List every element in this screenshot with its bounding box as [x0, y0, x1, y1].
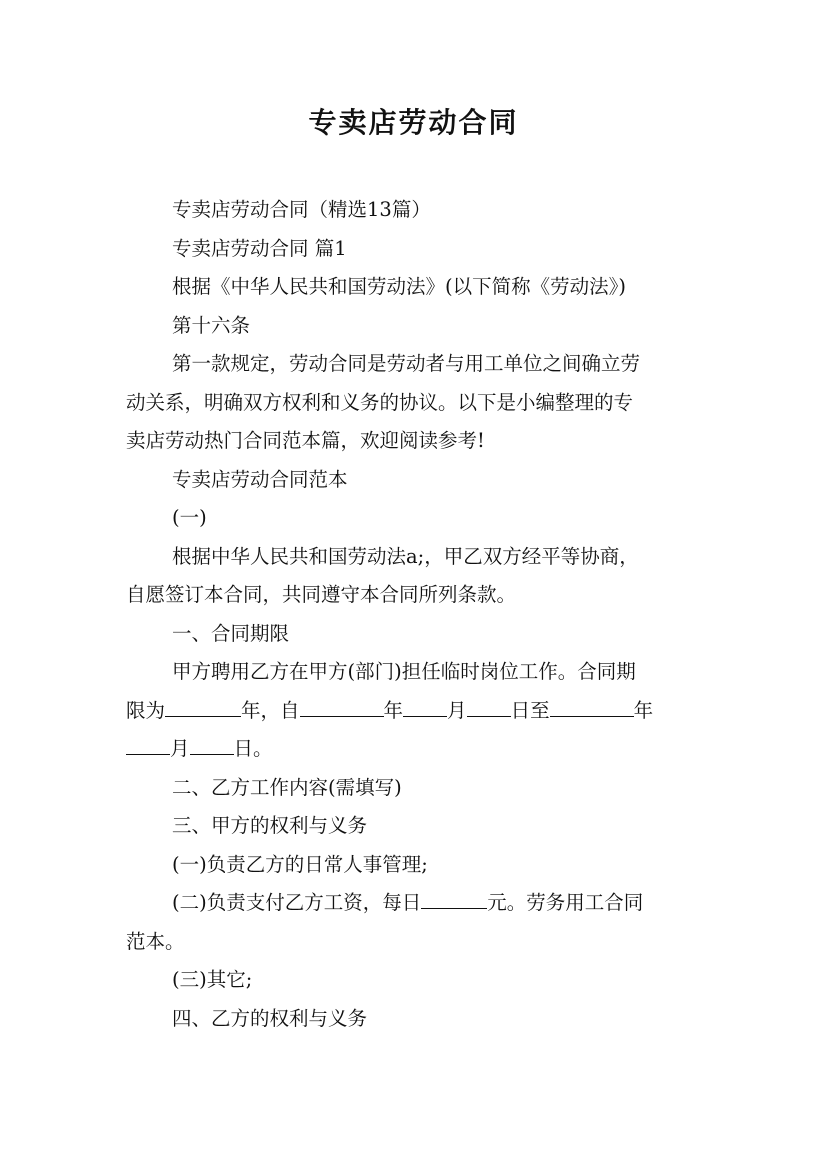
- fill-blank: [403, 694, 447, 717]
- paragraph-line: 第一款规定，劳动合同是劳动者与用工单位之间确立劳: [172, 352, 641, 375]
- text-run: 年，自: [241, 698, 300, 722]
- paragraph-line-with-blanks: [126, 692, 716, 731]
- paragraph-line: (一)负责乙方的日常人事管理;: [172, 852, 428, 876]
- document-title: 专卖店劳动合同: [308, 106, 519, 139]
- text-run: 年: [383, 698, 404, 722]
- clause-heading: 四、乙方的权利与义务: [172, 1006, 368, 1030]
- paragraph-line: 动关系，明确双方权利和义务的协议。以下是小编整理的专: [126, 390, 634, 414]
- text-run: 元。劳务用工合同: [487, 891, 644, 914]
- paragraph-line-with-blanks: [126, 884, 716, 923]
- paragraph-line: 自愿签订本合同，共同遵守本合同所列条款。: [126, 583, 517, 606]
- text-run: (二)负责支付乙方工资，每日: [172, 891, 422, 914]
- text-run: 年: [633, 698, 654, 722]
- paragraph-line-with-blanks: [126, 730, 716, 769]
- paragraph-line: (三)其它;: [172, 968, 253, 991]
- fill-blank: [467, 694, 511, 717]
- fill-blank: [421, 886, 487, 909]
- clause-heading: 二、乙方工作内容(需填写): [172, 775, 402, 799]
- text-run: 月: [447, 698, 467, 722]
- paragraph-line: (一): [172, 506, 207, 529]
- section-heading: 专卖店劳动合同范本: [172, 467, 348, 491]
- text-run: 日。: [233, 737, 273, 760]
- text-run: 日至: [510, 698, 550, 722]
- document-body: [126, 191, 716, 1038]
- paragraph-line: 根据中华人民共和国劳动法a;，甲乙双方经平等协商，: [172, 544, 639, 568]
- fill-blank: [300, 694, 384, 717]
- fill-blank: [190, 732, 234, 755]
- clause-heading: 一、合同期限: [172, 621, 290, 645]
- clause-heading: 三、甲方的权利与义务: [172, 814, 368, 837]
- fill-blank: [126, 732, 170, 755]
- paragraph-line: 第十六条: [172, 313, 251, 337]
- paragraph-line: 范本。: [126, 929, 185, 953]
- fill-blank: [550, 694, 634, 717]
- paragraph-line: 卖店劳动热门合同范本篇，欢迎阅读参考!: [126, 429, 485, 452]
- text-run: 限为: [126, 698, 166, 722]
- subtitle-line: 专卖店劳动合同（精选13篇）: [172, 198, 431, 221]
- paragraph-line: 根据《中华人民共和国劳动法》(以下简称《劳动法》): [172, 275, 626, 298]
- fill-blank: [165, 694, 241, 717]
- text-run: 月: [170, 737, 190, 760]
- section-heading: 专卖店劳动合同 篇1: [172, 236, 347, 260]
- paragraph-line: 甲方聘用乙方在甲方(部门)担任临时岗位工作。合同期: [172, 660, 636, 683]
